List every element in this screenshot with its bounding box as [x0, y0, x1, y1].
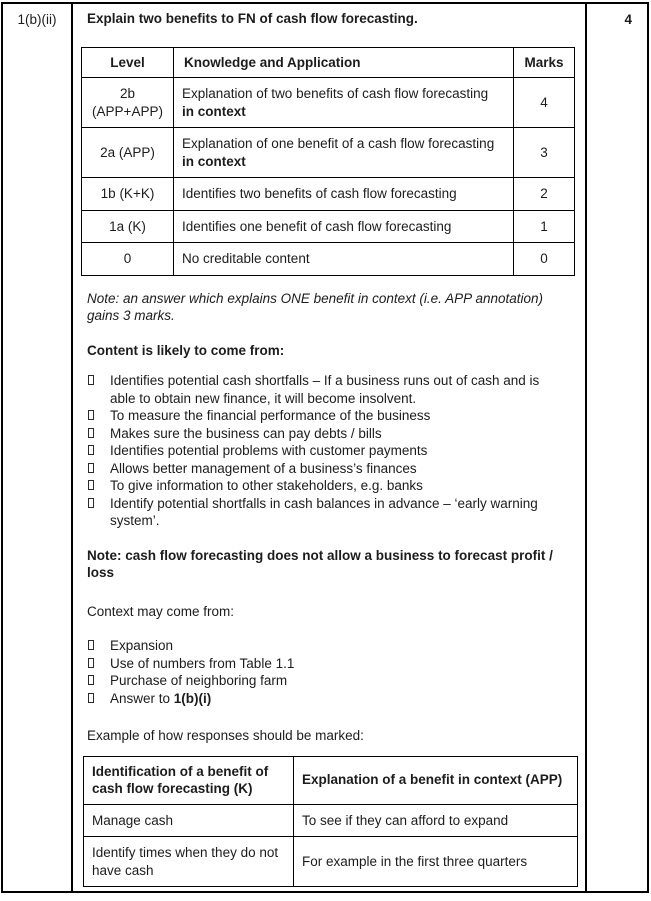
levels-header-level: Level: [82, 47, 174, 78]
level-cell: 1a (K): [82, 210, 174, 243]
description-cell: [174, 128, 514, 178]
description-text: Explanation of one benefit of a cash flow forecasting: [182, 136, 495, 151]
bullet-text: To measure the financial performance of the business: [110, 408, 431, 423]
example-table-row: [84, 837, 578, 887]
level-cell: 2b (APP+APP): [82, 78, 174, 128]
example-cell: To see if they can afford to expand: [294, 804, 578, 837]
bullet-text-plain: Purchase of neighboring farm: [110, 673, 288, 688]
context-bullet-list: [87, 637, 567, 707]
bullet-text: Allows better management of a business’s finances: [110, 460, 417, 476]
bullet-box-icon: [88, 675, 94, 685]
levels-table-row: [82, 78, 575, 128]
example-table: [83, 756, 578, 888]
context-heading: Context may come from:: [87, 603, 235, 619]
bullet-item: [87, 425, 567, 443]
bullet-item: [87, 442, 567, 460]
bullet-item: [87, 495, 567, 530]
levels-table-row: [82, 243, 575, 276]
description-text: Identifies two benefits of cash flow forecasting: [182, 186, 457, 201]
bullet-item: [87, 672, 567, 690]
marks-cell: 3: [514, 128, 575, 178]
example-table-header-row: [84, 756, 578, 804]
levels-table-header-row: [82, 47, 575, 78]
description-text: Identifies one benefit of cash flow forecasting: [182, 218, 452, 234]
question-title: Explain two benefits to FN of cash flow forecasting.: [87, 11, 418, 26]
question-number: 1(b)(ii): [17, 12, 57, 27]
bullet-box-icon: [88, 375, 94, 385]
bullet-box-icon: [88, 693, 94, 703]
level-cell: 1b (K+K): [82, 178, 174, 211]
bullet-text: Makes sure the business can pay debts / bills: [110, 425, 382, 441]
bullet-text: [110, 637, 567, 655]
description-text: Explanation of two benefits of cash flow forecasting: [182, 86, 489, 101]
example-header-identification: Identification of a benefit of cash flow forecasting (K): [84, 756, 294, 804]
description-cell: [174, 78, 514, 128]
levels-table-row: [82, 210, 575, 243]
level-cell: 0: [82, 243, 174, 276]
bullet-item: [87, 637, 567, 655]
content-bullet-list: [87, 372, 567, 530]
bullet-text: Identifies potential problems with customer payments: [110, 443, 428, 458]
example-header-explanation: Explanation of a benefit in context (APP): [294, 756, 578, 804]
italic-note: Note: an answer which explains ONE benefit in context (i.e. APP annotation) gains 3 marks.: [87, 290, 543, 323]
bullet-text: [110, 672, 567, 690]
total-marks: 4: [624, 12, 632, 27]
bullet-box-icon: [88, 640, 94, 650]
bullet-item: [87, 690, 567, 708]
bullet-box-icon: [88, 445, 94, 455]
marks-cell: 4: [514, 78, 575, 128]
example-cell: Identify times when they do not have cash: [84, 837, 294, 887]
description-text: No creditable content: [182, 251, 310, 266]
bullet-item: [87, 372, 567, 407]
levels-header-knowledge: Knowledge and Application: [174, 47, 514, 78]
bullet-box-icon: [88, 658, 94, 668]
bullet-box-icon: [88, 428, 94, 438]
bullet-item: [87, 407, 567, 425]
marks-cell: 0: [514, 243, 575, 276]
bullet-text-plain: Use of numbers from Table 1.1: [110, 655, 295, 671]
description-cell: [174, 210, 514, 243]
bullet-box-icon: [88, 480, 94, 490]
level-cell: 2a (APP): [82, 128, 174, 178]
bullet-text: [110, 655, 567, 673]
answer-content-cell: [73, 4, 585, 891]
bold-note: Note: cash flow forecasting does not allow a business to forecast profit / loss: [87, 547, 553, 580]
example-cell: Manage cash: [84, 804, 294, 837]
bullet-text-plain: Answer to: [110, 690, 174, 706]
example-cell: For example in the first three quarters: [294, 837, 578, 887]
example-heading: Example of how responses should be marked:: [87, 728, 364, 743]
marks-cell: 2: [514, 178, 575, 211]
total-marks-cell: [585, 4, 647, 891]
description-cell: [174, 178, 514, 211]
bullet-box-icon: [88, 463, 94, 473]
bullet-box-icon: [88, 498, 94, 508]
description-bold: in context: [182, 153, 246, 169]
description-bold: in context: [182, 103, 246, 119]
description-cell: [174, 243, 514, 276]
bullet-text: To give information to other stakeholders, e.g. banks: [110, 478, 423, 493]
bullet-item: [87, 460, 567, 478]
bullet-text: Identify potential shortfalls in cash balances in advance – ‘early warning system’.: [110, 495, 538, 528]
bullet-text-bold: 1(b)(i): [173, 690, 212, 706]
bullet-item: [87, 655, 567, 673]
bullet-item: [87, 477, 567, 495]
levels-table-row: [82, 128, 575, 178]
marks-cell: 1: [514, 210, 575, 243]
bullet-text: [110, 690, 567, 708]
levels-header-marks: Marks: [514, 47, 575, 78]
content-heading: Content is likely to come from:: [87, 342, 285, 358]
bullet-box-icon: [88, 410, 94, 420]
question-number-cell: [3, 4, 73, 891]
levels-table: [81, 47, 575, 276]
bullet-text: Identifies potential cash shortfalls – If a business runs out of cash and is able to obtain new finance, it will become insolvent.: [110, 373, 540, 406]
example-table-row: [84, 804, 578, 837]
bullet-text-plain: Expansion: [110, 638, 174, 653]
levels-table-row: [82, 178, 575, 211]
mark-scheme-page: [1, 2, 649, 893]
